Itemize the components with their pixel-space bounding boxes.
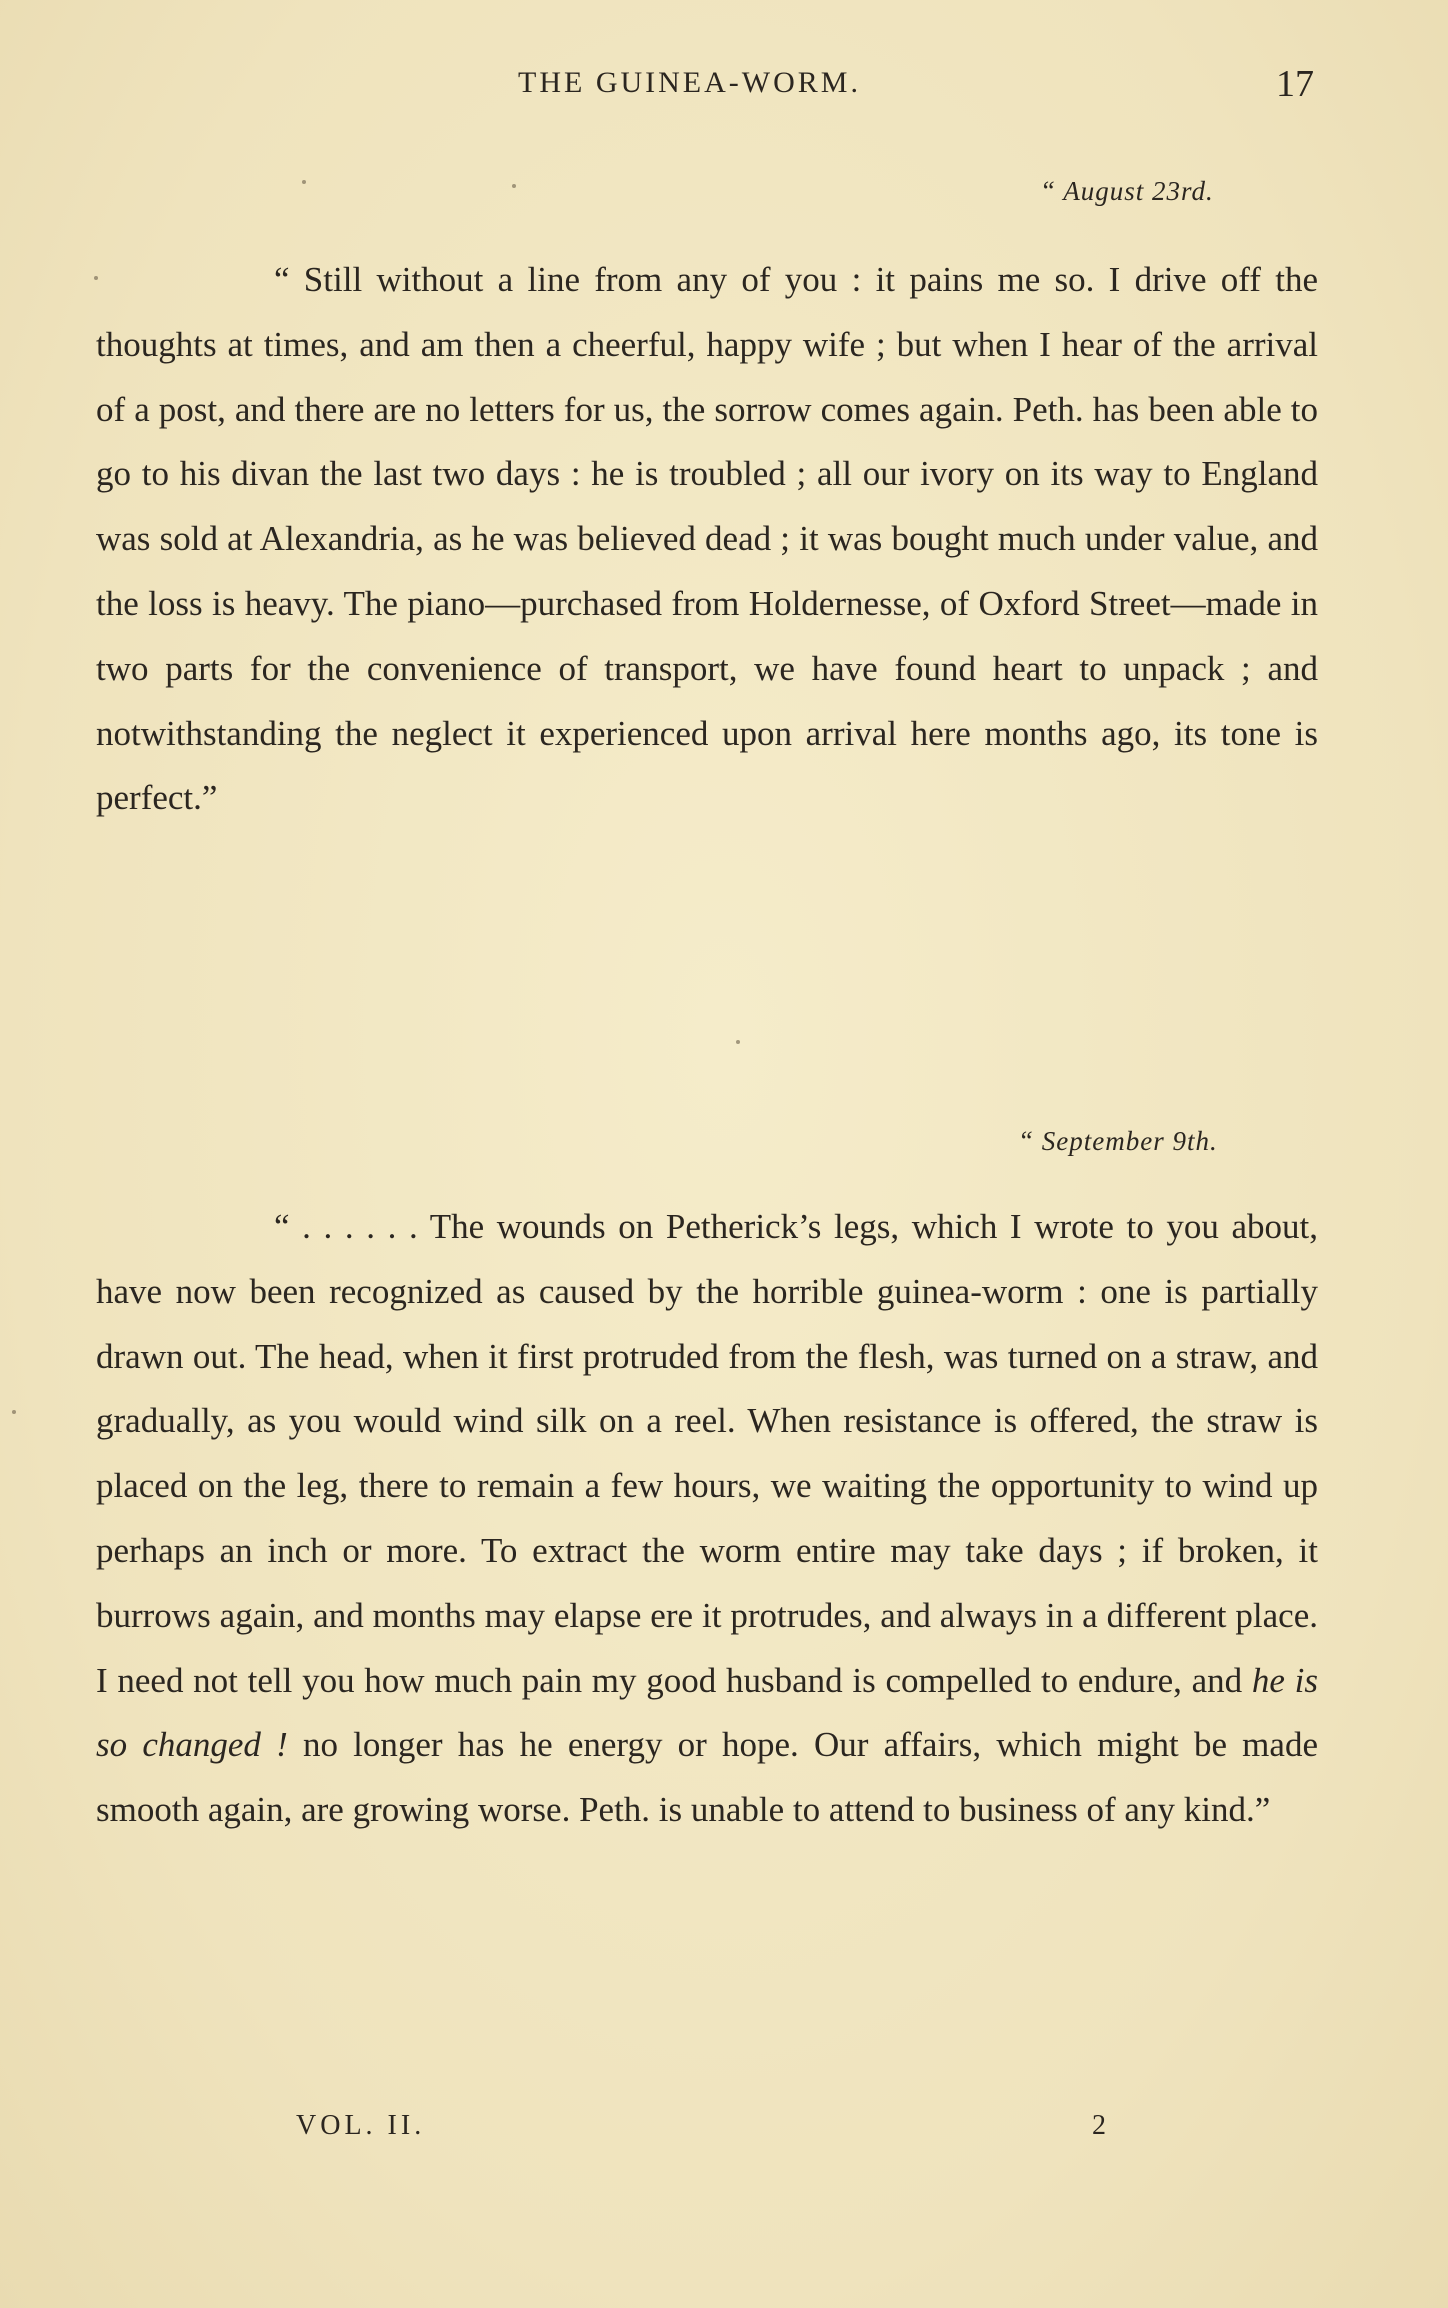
letter-date-september: “ September 9th. (1018, 1126, 1218, 1156)
paragraph-text-after-emphasis: no longer has he energy or hope. Our affairs, which might be made smooth again, are growing worse. Peth. is unable to attend to business of any kind.” (96, 1725, 1318, 1830)
letter-date-august: “ August 23rd. (1040, 176, 1214, 206)
paper-speck (512, 184, 516, 188)
paper-speck (736, 1040, 740, 1044)
signature-mark: 2 (1092, 2110, 1106, 2141)
paper-speck (12, 1410, 16, 1414)
letter-paragraph-september (96, 1195, 1318, 1843)
page-footer (0, 2110, 1448, 2160)
letter-paragraph-august: “ Still without a line from any of you : it pains me so. I drive off the thoughts at times, and am then a cheerful, happy wife ; but when I hear of the arrival of a post, and there are no letters for us, the sorrow comes again. Peth. has been able to go to his divan the last two days : he is troubled ; all our ivory on its way to England was sold at Alexandria, as he was believed dead ; it was bought much under value, and the loss is heavy. The piano—purchased from Holdernesse, of Oxford Street—made in two parts for the convenience of transport, we have found heart to unpack ; and notwithstanding the neglect it experienced upon arrival here months ago, its tone is perfect.” (96, 260, 1318, 818)
paragraph-text-before-emphasis: “ . . . . . . The wounds on Petherick’s legs, which I wrote to you about, have now been recognized as caused by the horrible guinea-worm : one is partially drawn out. The head, when it first protruded from the flesh, was turned on a straw, and gradually, as you would wind silk on a reel. When resistance is offered, the straw is placed on the leg, there to remain a few hours, we waiting the opportunity to wind up perhaps an inch or more. To extract the worm entire may take days ; if broken, it burrows again, and months may elapse ere it protrudes, and always in a different place. I need not tell you how much pain my good husband is compelled to endure, and (96, 1207, 1318, 1700)
paper-speck (94, 276, 98, 280)
running-head (0, 62, 1448, 112)
running-title: THE GUINEA-WORM. (518, 66, 861, 99)
paper-speck (302, 180, 306, 184)
page-number: 17 (1276, 63, 1314, 105)
emphasized-phrase: he is so changed ! (96, 1660, 1318, 1765)
volume-label: VOL. II. (296, 2110, 426, 2141)
